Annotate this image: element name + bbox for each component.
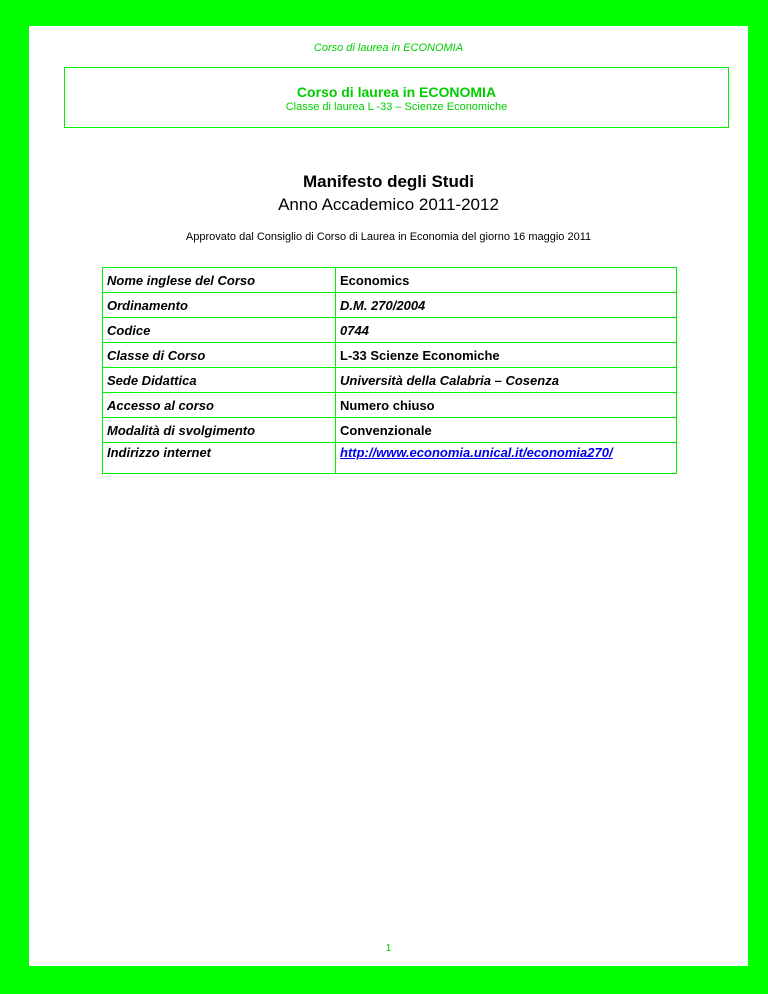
row-key: Codice (103, 318, 336, 343)
row-value: Università della Calabria – Cosenza (336, 368, 677, 393)
table-row (103, 343, 677, 368)
table-row (103, 268, 677, 293)
row-key: Sede Didattica (103, 368, 336, 393)
table-row (103, 293, 677, 318)
table-row (103, 393, 677, 418)
table-row (103, 418, 677, 443)
row-key: Nome inglese del Corso (103, 268, 336, 293)
course-title: Corso di laurea in ECONOMIA (296, 84, 497, 100)
course-title-box (64, 67, 729, 128)
academic-year: Anno Accademico 2011-2012 (278, 195, 499, 214)
row-key: Ordinamento (103, 293, 336, 318)
approval-note: Approvato dal Consiglio di Corso di Laurea in Economia del giorno 16 maggio 2011 (185, 231, 592, 243)
row-key: Accesso al corso (103, 393, 336, 418)
website-link[interactable]: http://www.economia.unical.it/economia270/ (340, 445, 613, 460)
course-class: Classe di laurea L -33 – Scienze Economiche (285, 101, 508, 113)
table-row (103, 318, 677, 343)
row-value: D.M. 270/2004 (336, 293, 677, 318)
page-number: 1 (385, 943, 392, 954)
table-row (103, 443, 677, 474)
row-value: L-33 Scienze Economiche (336, 343, 677, 368)
row-key: Modalità di svolgimento (103, 418, 336, 443)
row-key: Classe di Corso (103, 343, 336, 368)
course-info-table (102, 267, 677, 474)
website-cell (336, 443, 677, 474)
row-value: 0744 (336, 318, 677, 343)
row-value: Convenzionale (336, 418, 677, 443)
document-page (29, 26, 748, 966)
table-row (103, 368, 677, 393)
row-value: Economics (336, 268, 677, 293)
row-value: Numero chiuso (336, 393, 677, 418)
row-key: Indirizzo internet (103, 443, 336, 474)
running-header: Corso di laurea in ECONOMIA (313, 42, 464, 54)
manifesto-title: Manifesto degli Studi (303, 172, 474, 191)
